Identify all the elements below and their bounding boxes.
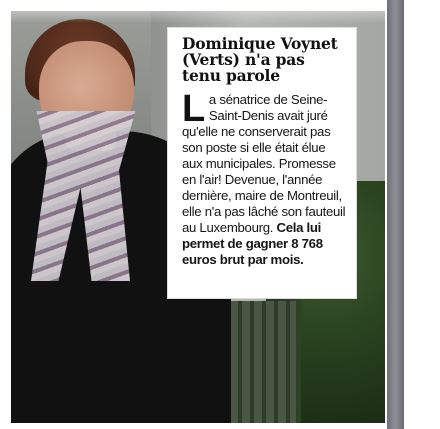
article-body-regular: a sénatrice de Seine-Saint-Denis avait juré qu'elle ne conserverait pas son poste si elle était élue aux municipales. Promesse en l'air! Devenue, l'année dernière, maire de Montreuil, elle n'a pas lâché son fauteuil au Luxembourg. [182, 92, 346, 235]
article-headline: Dominique Voynet (Verts) n'a pas tenu parole [182, 34, 338, 85]
page-fold-shine [11, 11, 385, 23]
article-body [182, 88, 346, 268]
article-body-bold: Cela lui permet de gagner 8 768 euros brut par mois. [182, 220, 323, 267]
article-box [168, 28, 356, 298]
green-gate [226, 301, 296, 423]
drop-cap: L [182, 88, 205, 130]
magazine-spine [387, 0, 404, 429]
